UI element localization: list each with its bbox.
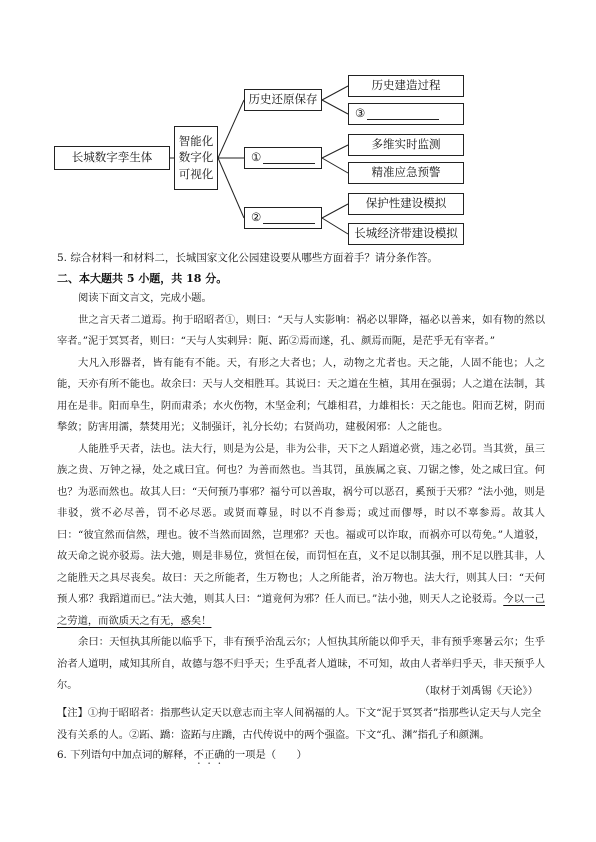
question-6 [57,746,307,767]
leaf-node-2-2 [348,162,464,184]
connector-b1-c1 [322,86,348,100]
mid-label-3: 可视化 [178,166,214,181]
passage-paragraph-2: 大凡入形器者，皆有能有不能。天，有形之大者也；人，动物之尤者也。天之能，人固不能也；人之能，天亦有所不能也。故余曰：天与人交相胜耳。其说曰：天之道在生植，其用在强弱；人之道在法制，其用在是非。阳而阜生，阴而肃杀；水火伤物，木坚金利；气雄相君，力雄相长：天之能也。阳而艺树，阴而揫敛；防害用濡，禁焚用光；义制强讦，礼分长幼；右贤尚功，建极闲邪：人之能也。 [57,356,545,433]
leaf-node-1-2 [348,103,464,125]
passage-paragraph-1: 世之言天者二道焉。拘于昭昭者①，则曰：“天与人实影响：祸必以罪降，福必以善来，如有物的然以宰者。”泥于冥冥者，则曰：“天与人实剌异：阨、跖②焉而遂，孔、颜焉而阨，是茫乎无有宰者。” [57,313,545,347]
section-heading: 二、本大题共 5 小题，共 18 分。 [57,272,228,285]
answer-blank-2 [263,212,315,224]
mid-label-1: 智能化 [178,133,214,148]
passage [57,288,545,697]
connector-mid-b1 [218,100,244,158]
mid-label-2: 数字化 [178,150,214,165]
source-citation: （取材于刘禹锡《天论》） [419,685,538,697]
leaf-node-2-1 [348,134,464,156]
passage-paragraph-3 [57,439,545,633]
branch-node-2 [244,147,322,169]
passage-paragraph-3-text: 人能胜乎天者，法也。法大行，则是为公是，非为公非，天下之人蹈道必赏，违之必罚。当其赏，虽三族之贵、万钟之禄，处之咸曰宜。何也？为善而然也。当其罚，虽族属之哀、刀锯之惨，处之咸曰宜。何也？为恶而然也。故其人曰：“天何预乃事邪？福兮可以善取，祸兮可以恶召，奚预于天邪？”法小弛，则是非驳，赏不必尽善，罚不必尽恶。或贤而尊显，时以不肖参焉；或过而僇辱，时以不辜参焉。故其人曰：“彼宜然而信然，理也。彼不当然而固然，岂理邪？天也。福或可以诈取，而祸亦可以苟免。”人道驳，故天命之说亦驳焉。法大弛，则是非易位，赏恒在佞，而罚恒在直，义不足以制其强，刑不足以胜其非，人之能胜天之具尽丧矣。故曰：天之所能者，生万物也；人之所能者，治万物也。法大行，则其人曰：“天何预人邪？我蹈道而已。”法大弛，则其人曰：“道竟何为邪？任人而已。”法小弛，则天人之论驳焉。 [57,442,545,605]
leaf-label-2-1: 多维实时监测 [371,137,441,152]
branch-label-3: ② [251,210,262,225]
leaf-label-1-2: ③ [355,106,366,121]
leaf-label-3-2: 长城经济带建设模拟 [354,226,458,241]
connector-b1-c2 [322,100,348,114]
underlined-sentence: 今以一己之劳道，而欲质天之有无，惑矣！ [57,593,545,627]
connector-b3-c1 [322,204,348,218]
question-6-emphasis: 不正确 [193,749,225,761]
connector-mid-b3 [218,158,244,218]
passage-paragraph-4: 余曰：天恒执其所能以临乎下，非有预乎治乱云尔；人恒执其所能以仰乎天，非有预乎寒暑云尔；生乎治者人道明，咸知其所自，故德与怨不归乎天；生乎乱者人道昧，不可知，故由人者举归乎天，非天预乎人尔。 [57,636,545,691]
mid-node [174,126,218,190]
answer-blank-3 [367,108,439,120]
leaf-label-3-1: 保护性建设模拟 [365,196,447,211]
leaf-node-3-1 [348,193,464,215]
connector-b2-c2 [322,158,348,173]
branch-node-1 [244,89,322,111]
branch-node-3 [244,207,322,229]
annotation-note: 【注】①拘于昭昭者：指那些认定天以意志而主宰人间祸福的人。下文“泥于冥冥者”指那些认定天与人完全没有关系的人。②跖、蹻：盗跖与庄蹻，古代传说中的两个强盗。下文“孔、渊”指孔子和颜渊。 [57,707,542,741]
leaf-node-1-1 [348,75,464,97]
answer-blank-1 [263,152,315,164]
connector-b3-c2 [322,218,348,234]
question-6-text-a: 6. 下列语句中加点词的解释， [57,749,194,761]
branch-label-1: 历史还原保存 [248,92,318,107]
leaf-node-3-2 [348,223,464,245]
question-6-text-b: 的一项是（ ） [224,749,307,761]
connector-b2-c1 [322,145,348,158]
root-label: 长城数字孪生体 [71,150,153,165]
digital-twin-diagram [0,0,596,250]
leaf-label-1-1: 历史建造过程 [371,78,441,93]
question-5: 5. 综合材料一和材料二，长城国家文化公园建设要从哪些方面着手？请分条作答。 [57,252,438,264]
root-node [54,146,170,170]
reading-intro: 阅读下面文言文，完成小题。 [78,292,212,304]
leaf-label-2-2: 精准应急预警 [371,165,441,180]
branch-label-2: ① [251,150,262,165]
